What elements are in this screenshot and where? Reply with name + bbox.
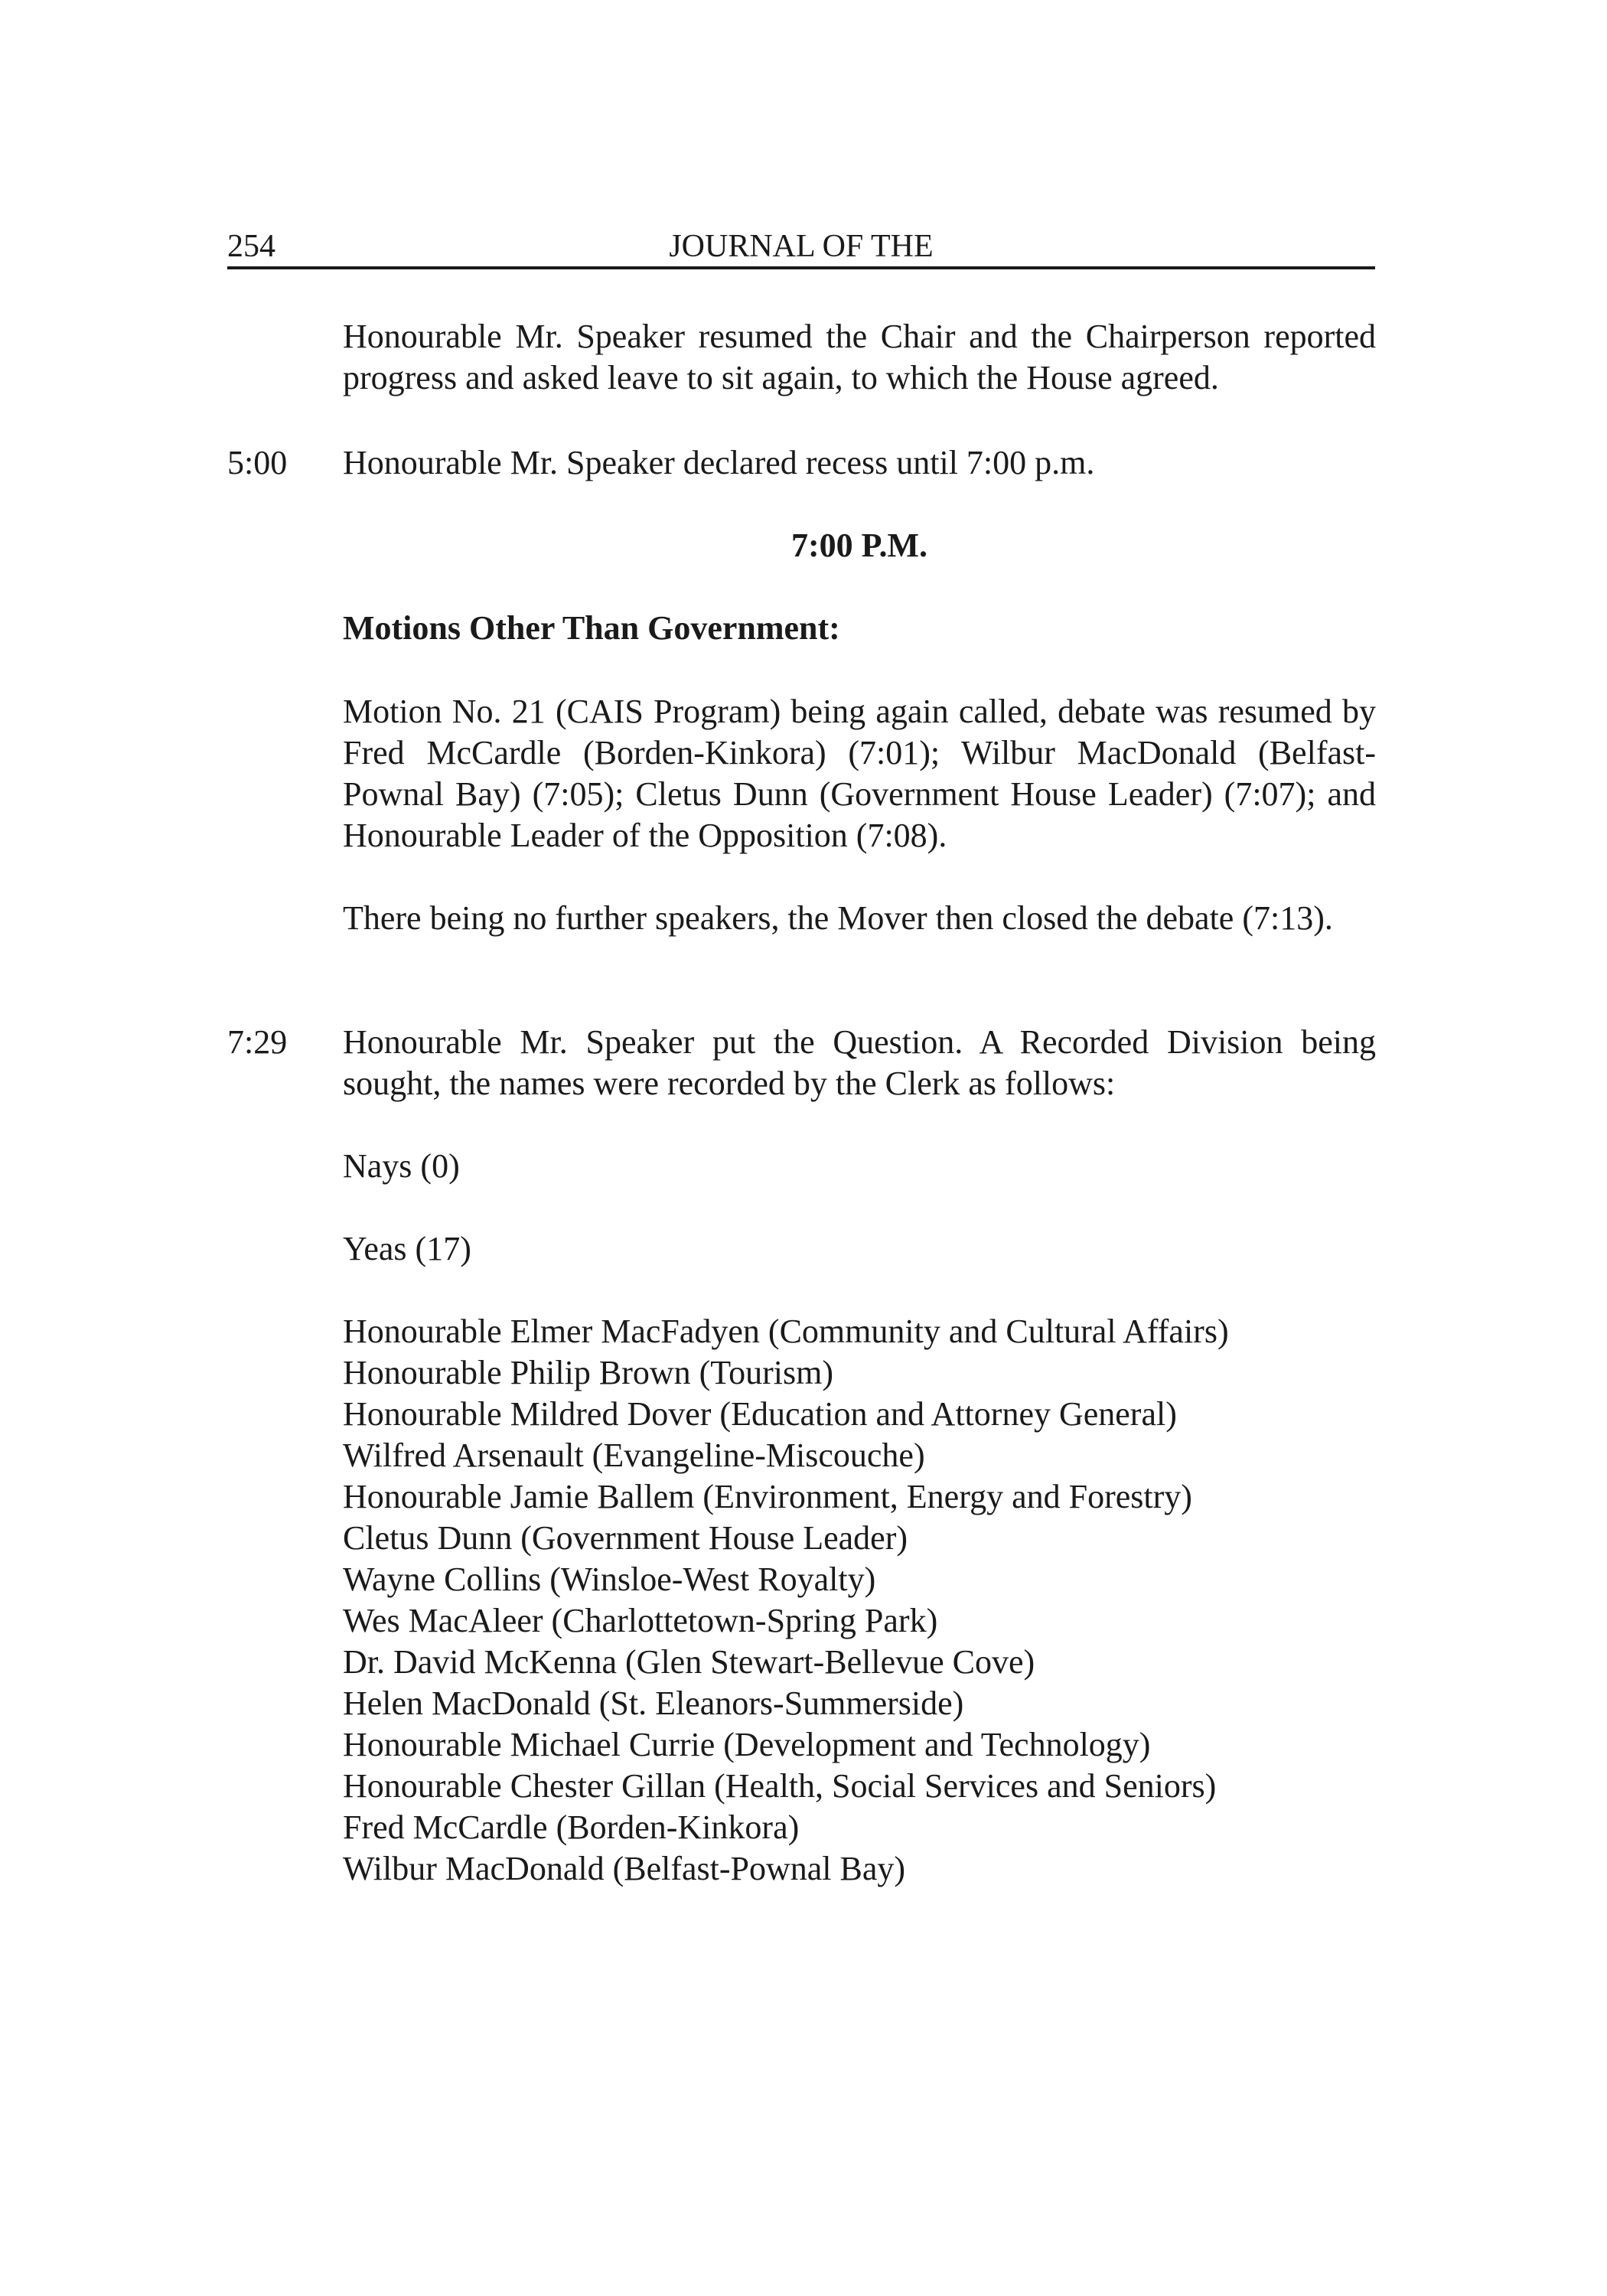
motion-paragraph <box>343 691 1376 856</box>
member-entry: Honourable Jamie Ballem (Environment, Energy and Forestry) <box>343 1478 1192 1515</box>
question-line: sought, the names were recorded by the Clerk as follows: <box>343 1065 1116 1102</box>
recess-paragraph <box>343 442 1376 484</box>
motion-line: Pownal Bay) (7:05); Cletus Dunn (Government House Leader) (7:07); and <box>343 775 1376 813</box>
yeas-member-list <box>343 1311 1376 1890</box>
question-time: 7:29 <box>227 1023 288 1061</box>
member-entry: Honourable Chester Gillan (Health, Social Services and Seniors) <box>343 1767 1217 1805</box>
yeas-count <box>343 1228 1376 1270</box>
member-entry: Honourable Michael Currie (Development and Technology) <box>343 1726 1151 1763</box>
member-entry: Honourable Philip Brown (Tourism) <box>343 1354 833 1391</box>
motion-line: Fred McCardle (Borden-Kinkora) (7:01); Wilbur MacDonald (Belfast- <box>343 734 1376 771</box>
member-entry: Wayne Collins (Winsloe-West Royalty) <box>343 1561 876 1598</box>
member-entry: Honourable Mildred Dover (Education and Attorney General) <box>343 1395 1177 1433</box>
resume-line: progress and asked leave to sit again, to which the House agreed. <box>343 359 1219 396</box>
yeas-label: Yeas (17) <box>343 1230 471 1267</box>
closing-text: There being no further speakers, the Mover then closed the debate (7:13). <box>343 899 1333 937</box>
resume-line: Honourable Mr. Speaker resumed the Chair and the Chairperson reported <box>343 318 1376 355</box>
motions-heading: Motions Other Than Government: <box>343 609 840 647</box>
closing-paragraph <box>343 898 1376 939</box>
member-entry: Cletus Dunn (Government House Leader) <box>343 1519 908 1557</box>
nays-label: Nays (0) <box>343 1147 460 1185</box>
motion-line: Motion No. 21 (CAIS Program) being again called, debate was resumed by <box>343 693 1376 730</box>
member-entry: Fred McCardle (Borden-Kinkora) <box>343 1808 800 1846</box>
resume-paragraph <box>343 316 1376 399</box>
question-paragraph <box>343 1022 1376 1104</box>
page-header <box>227 227 1375 269</box>
motion-line: Honourable Leader of the Opposition (7:08). <box>343 817 947 854</box>
evening-sitting-heading: 7:00 P.M. <box>790 527 928 564</box>
question-line: Honourable Mr. Speaker put the Question. A Recorded Division being <box>343 1023 1376 1061</box>
recess-text: Honourable Mr. Speaker declared recess until 7:00 p.m. <box>343 444 1095 481</box>
member-entry: Wes MacAleer (Charlottetown-Spring Park) <box>343 1602 938 1639</box>
member-entry: Wilfred Arsenault (Evangeline-Miscouche) <box>343 1437 925 1474</box>
nays-count <box>343 1146 1376 1187</box>
member-entry: Wilbur MacDonald (Belfast-Pownal Bay) <box>343 1850 906 1887</box>
member-entry: Helen MacDonald (St. Eleanors-Summerside) <box>343 1684 964 1722</box>
page-number: 254 <box>227 229 275 264</box>
recess-time: 5:00 <box>227 444 288 481</box>
member-entry: Dr. David McKenna (Glen Stewart-Bellevue Cove) <box>343 1643 1035 1681</box>
member-entry: Honourable Elmer MacFadyen (Community and Cultural Affairs) <box>343 1313 1229 1350</box>
running-head: JOURNAL OF THE <box>669 229 934 264</box>
